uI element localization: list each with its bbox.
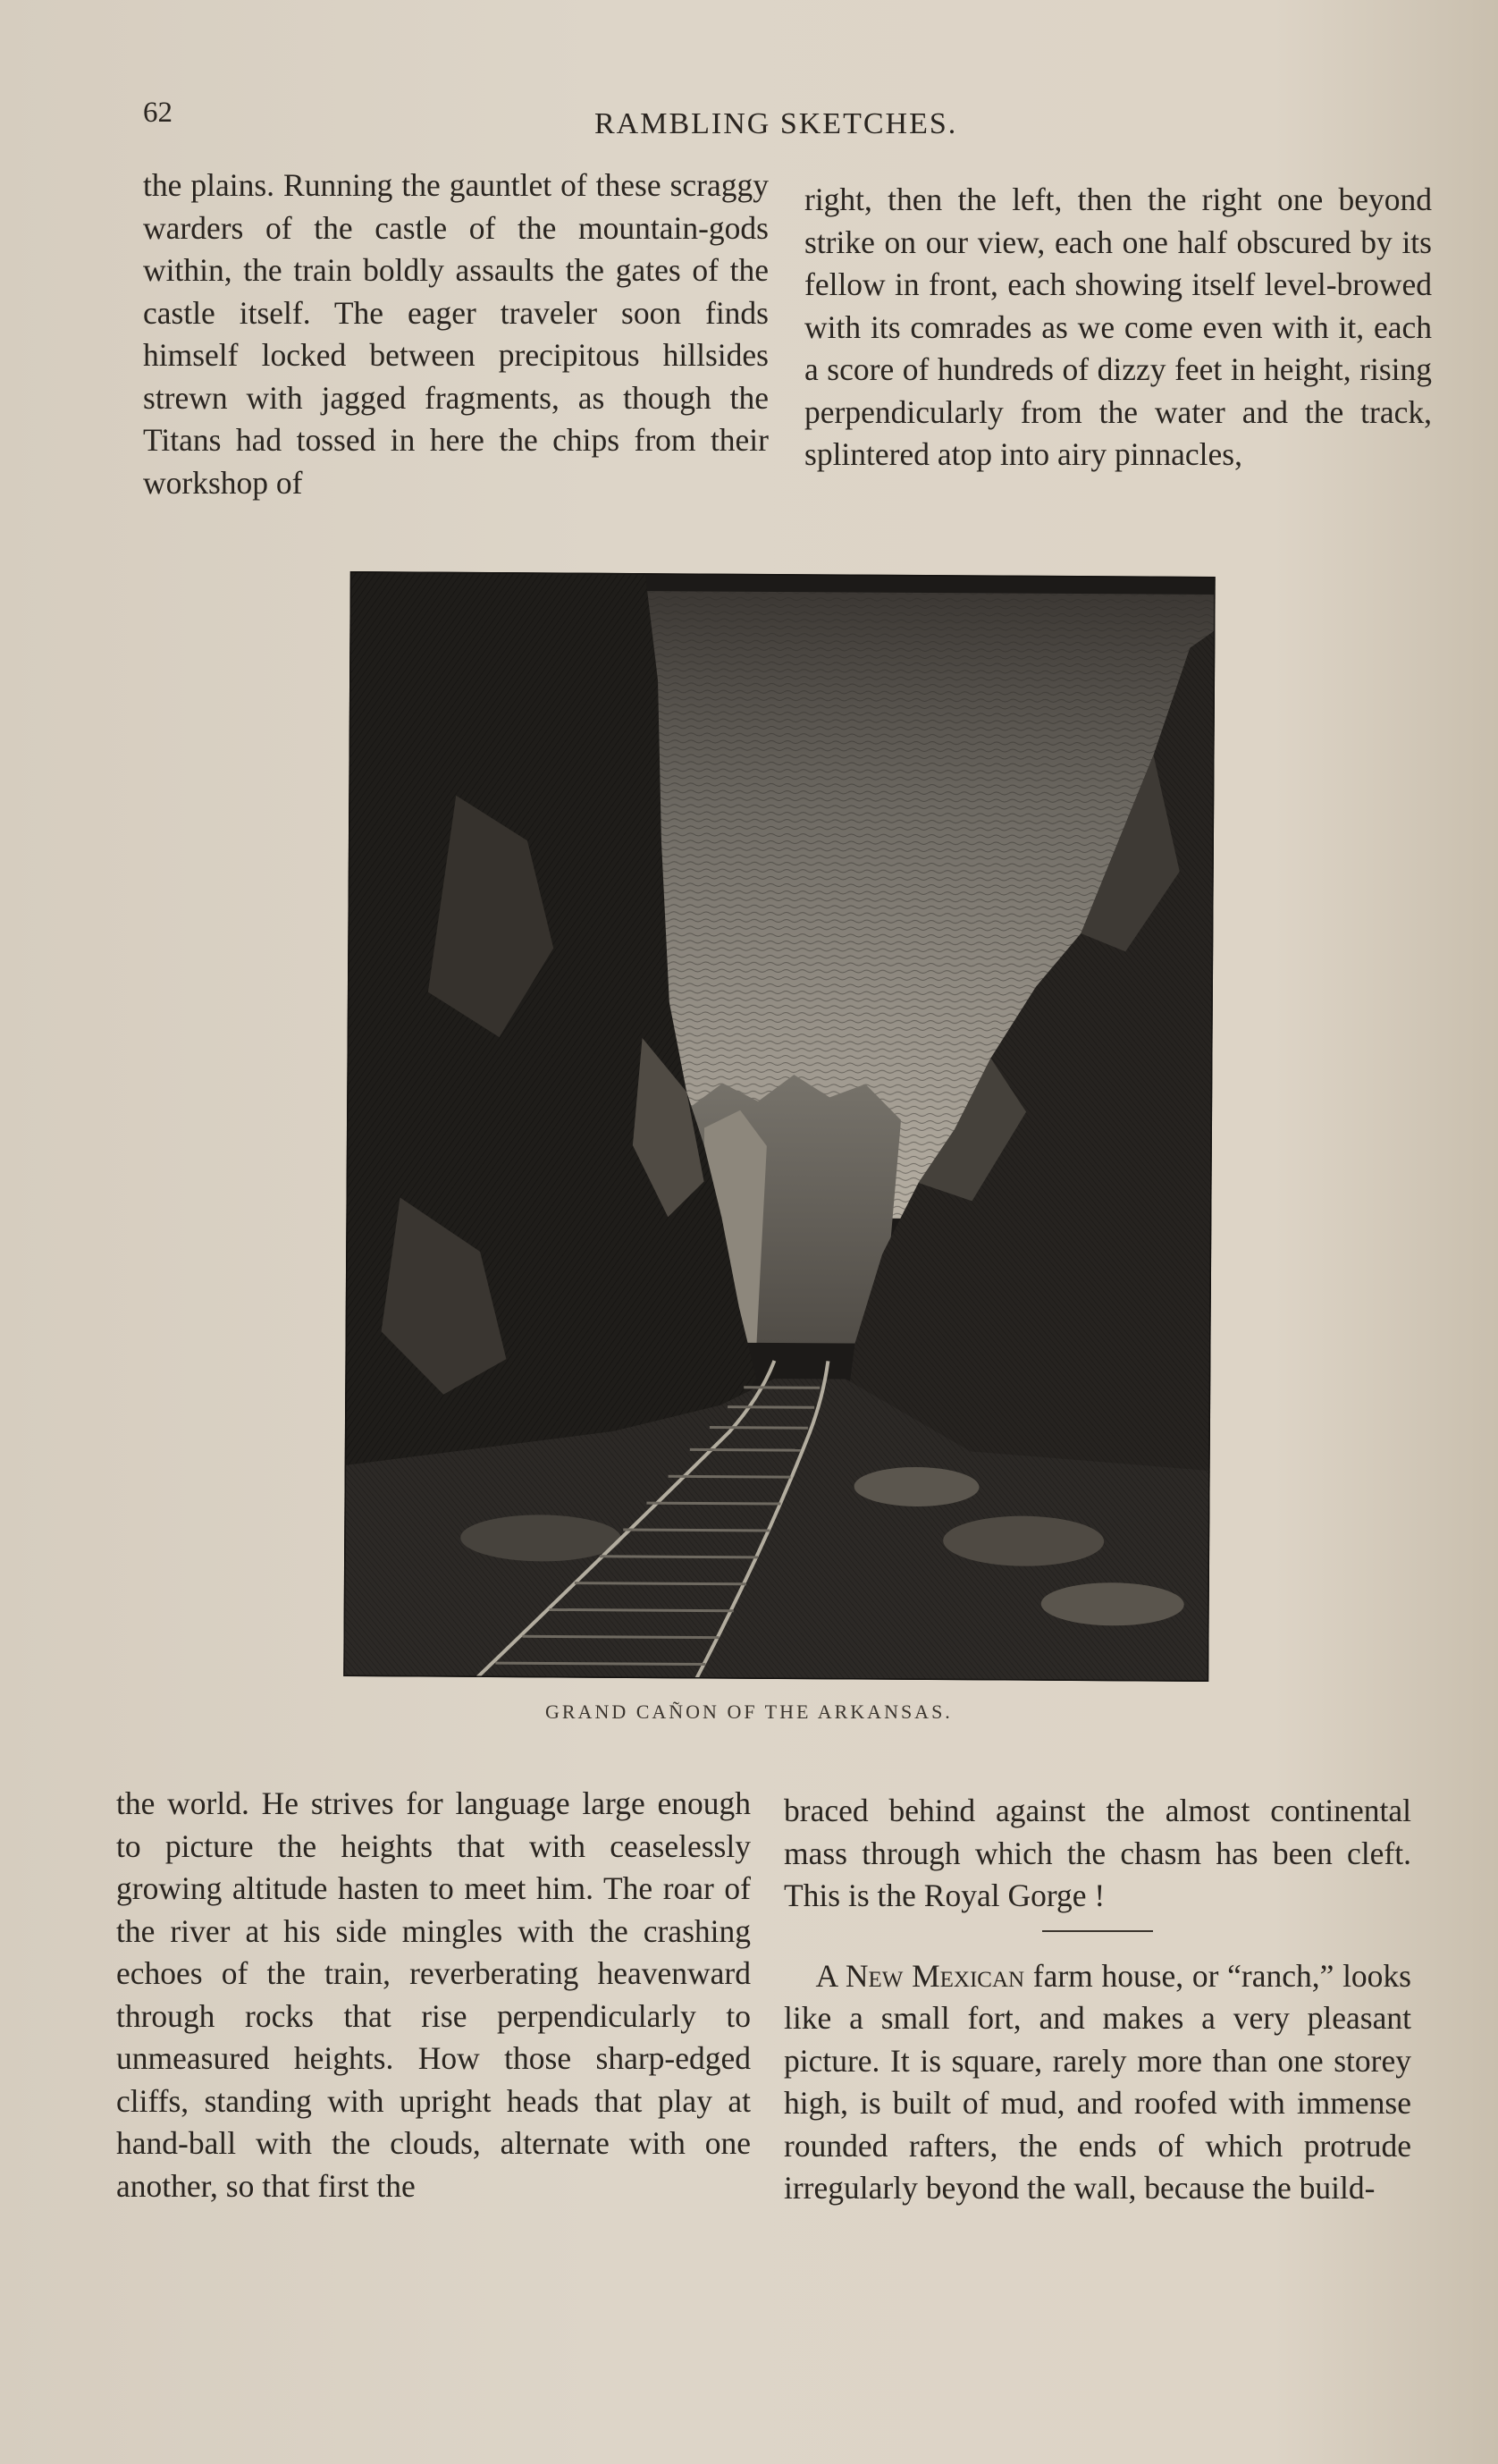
paragraph: the plains. Running the gauntlet of these scraggy warders of the castle of the mountain-gods within, the train boldly assaults the gates of the castle itself. The eager traveler soon finds himself locked between precipitous hillsides strewn with jagged fragments, as though the Titans had tossed in here the chips from their workshop of [143,167,769,501]
text-column-top-left [143,165,769,504]
paragraph: the world. He strives for language large enough to picture the heights that with ceaselessly growing altitude hasten to meet him. The roar of the river at his side mingles with the crashing echoes of the train, reverberating heavenward through rocks that rise perpendicularly to unmeasured heights. How those sharp-edged cliffs, standing with upright heads that play at hand-ball with the clouds, alternate with one another, so that first the [116,1785,751,2204]
small-caps-lead: A New Mexican [815,1957,1025,1994]
running-head [143,97,1448,150]
paragraph-text: farm house, or “ranch,” looks like a small fort, and makes a very pleasant picture. It is square, rarely more than one storey high, is built of mud, and roofed with immense rounded rafters, the ends of which protrude irregularly beyond the wall, because the build- [784,1957,1411,2206]
text-column-top-right [804,179,1432,477]
canyon-engraving-art [343,571,1216,1682]
paragraph: right, then the left, then the right one beyond strike on our view, each one half obscured by its fellow in front, each showing itself level-browed with its comrades as we come even with it, each a score of hundreds of dizzy feet in height, rising perpendicularly from the water and the track, splintered atop into airy pinnacles, [804,181,1432,472]
paragraph: braced behind against the almost continental mass through which the chasm has been cleft. This is the Royal Gorge ! [784,1793,1411,1913]
section-divider [1042,1930,1153,1932]
illustration-caption: GRAND CAÑON OF THE ARKANSAS. [545,1700,953,1723]
text-column-bottom-right [784,1790,1411,2210]
paragraph [784,1955,1411,2210]
running-title: RAMBLING SKETCHES. [594,107,958,140]
text-column-bottom-left [116,1783,751,2207]
canyon-engraving [343,571,1216,1682]
page-number: 62 [143,97,173,129]
